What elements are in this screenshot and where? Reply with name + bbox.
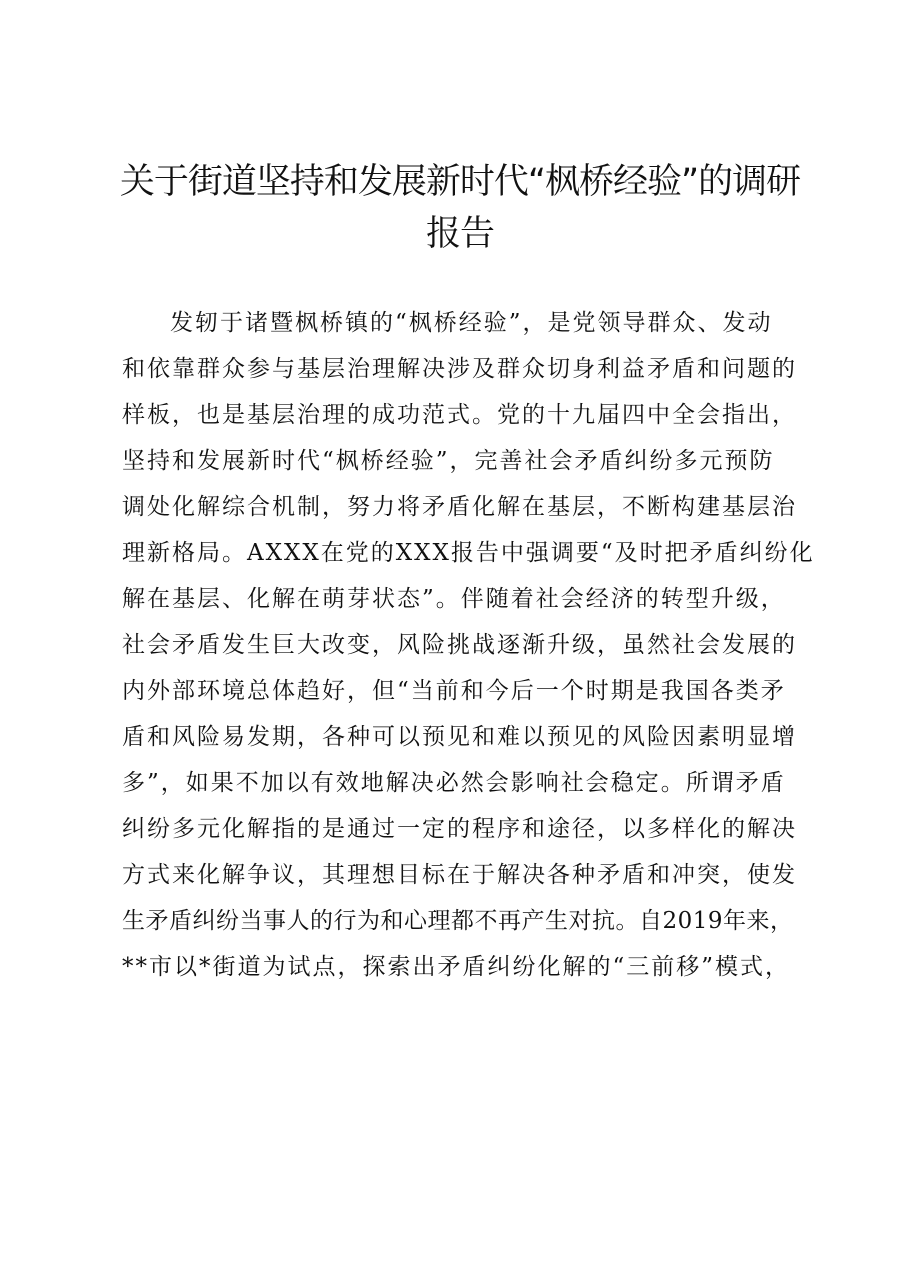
document-title: 关于街道坚持和发展新时代“枫桥经验”的调研报告 [119, 162, 801, 254]
paragraph-line: 盾和风险易发期，各种可以预见和难以预见的风险因素明显增 [122, 724, 797, 750]
paragraph-line: 内外部环境总体趋好，但“当前和今后一个时期是我国各类矛 [122, 678, 786, 704]
paragraph-line: 解在基层、化解在萌芽状态”。伴随着社会经济的转型升级， [122, 586, 786, 612]
paragraph-line: 调处化解综合机制，努力将矛盾化解在基层，不断构建基层治 [122, 494, 797, 520]
paragraph-line: 理新格局。AXXX在党的XXX报告中强调要“及时把矛盾纠纷化 [122, 540, 815, 566]
paragraph-line: 坚持和发展新时代“枫桥经验”，完善社会矛盾纠纷多元预防 [122, 448, 775, 474]
body-paragraph [122, 300, 815, 990]
paragraph-line: 多”，如果不加以有效地解决必然会影响社会稳定。所谓矛盾 [122, 770, 786, 796]
paragraph-line: 发轫于诸暨枫桥镇的“枫桥经验”，是党领导群众、发动 [170, 310, 773, 336]
paragraph-line: 纠纷多元化解指的是通过一定的程序和途径，以多样化的解决 [122, 816, 797, 842]
paragraph-line: 样板，也是基层治理的成功范式。党的十九届四中全会指出， [122, 402, 797, 428]
paragraph-line: 和依靠群众参与基层治理解决涉及群众切身利益矛盾和问题的 [122, 356, 797, 382]
paragraph-line: 社会矛盾发生巨大改变，风险挑战逐渐升级，虽然社会发展的 [122, 632, 797, 658]
paragraph-line: **市以*街道为试点，探索出矛盾纠纷化解的“三前移”模式， [122, 954, 791, 980]
paragraph-line: 生矛盾纠纷当事人的行为和心理都不再产生对抗。自2019年来， [122, 908, 794, 934]
paragraph-line: 方式来化解争议，其理想目标在于解决各种矛盾和冲突，使发 [122, 862, 797, 888]
